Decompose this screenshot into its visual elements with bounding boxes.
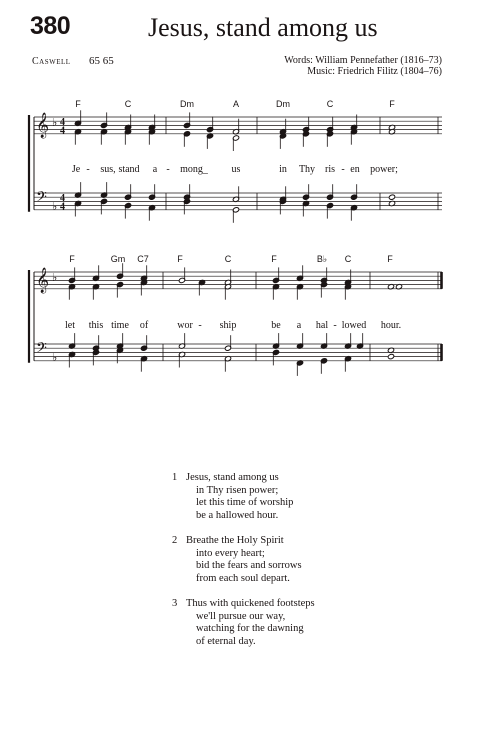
verse-line: Thus with quickened footsteps xyxy=(186,598,315,609)
verse-line: be a hallowed hour. xyxy=(196,509,279,521)
verse-number: 2 xyxy=(172,535,178,546)
chord-symbol: C xyxy=(224,254,232,264)
lyric-syllable: Thy xyxy=(298,164,316,175)
lyric-syllable: ris xyxy=(325,164,335,175)
time-signature-top-bass: 4 xyxy=(60,193,65,204)
verse-line: of eternal day. xyxy=(196,635,256,647)
treble-clef: 𝄞 xyxy=(36,268,50,293)
chord-symbol: F xyxy=(271,254,277,264)
bass-clef: 𝄢 xyxy=(36,189,47,209)
lyric-syllable: time xyxy=(111,320,129,331)
lyric-syllable: power; xyxy=(370,164,398,175)
lyric-syllable: - xyxy=(198,320,202,331)
verse-number: 1 xyxy=(172,472,178,483)
chord-symbol: C xyxy=(124,99,132,109)
time-signature-bottom-treble: 4 xyxy=(60,125,65,137)
chord-symbol: C xyxy=(344,254,352,264)
lyric-syllable: a xyxy=(152,164,158,175)
verse-line: watching for the dawning xyxy=(196,623,304,634)
verses xyxy=(172,472,315,661)
chord-symbol: F xyxy=(177,254,183,264)
lyric-syllable: - xyxy=(166,164,170,175)
lyric-syllable: Je xyxy=(71,164,81,175)
chord-symbol: A xyxy=(232,99,240,109)
hymn-title: Jesus, stand among us xyxy=(148,13,378,42)
chord-symbol: C7 xyxy=(137,254,149,264)
chord-symbol: B♭ xyxy=(316,254,328,264)
key-signature-bass: ♭ xyxy=(52,200,58,213)
chord-symbol: F xyxy=(387,254,393,264)
time-signature-top-treble: 4 xyxy=(60,117,65,128)
verse-line: from each soul depart. xyxy=(196,572,290,584)
lyric-syllable: hour. xyxy=(380,320,402,331)
verse-1 xyxy=(172,472,315,522)
lyric-syllable: en xyxy=(350,164,360,175)
note-head xyxy=(387,354,394,360)
lyric-syllable: mong_ xyxy=(180,164,208,175)
verse-line: Breathe the Holy Spirit xyxy=(186,535,284,546)
key-signature-treble: ♭ xyxy=(52,116,58,129)
lyric-syllable: hal xyxy=(315,320,329,331)
verse-line: into every heart; xyxy=(196,547,265,559)
chord-symbol: C xyxy=(326,99,334,109)
chord-symbol: F xyxy=(69,254,75,264)
meter: 65 65 xyxy=(89,55,114,67)
lyric-syllable: ship xyxy=(219,320,237,331)
tune-name: Caswell xyxy=(32,56,71,67)
key-signature-treble: ♭ xyxy=(52,271,58,284)
verse-3 xyxy=(172,598,315,648)
lyric-syllable: wor xyxy=(177,320,193,331)
verse-line: bid the fears and sorrows xyxy=(196,560,302,571)
lyric-syllable: - xyxy=(86,164,90,175)
lyric-syllable: - xyxy=(341,164,345,175)
treble-clef: 𝄞 xyxy=(36,113,50,138)
lyric-syllable: a xyxy=(296,320,302,331)
verse-line: in Thy risen power; xyxy=(196,484,279,496)
lyric-syllable: let xyxy=(65,320,75,331)
verse-2 xyxy=(172,535,315,585)
music-credit: Music: Friedrich Filitz (1804–76) xyxy=(307,66,442,77)
note-head xyxy=(388,194,395,200)
time-signature-bottom-bass: 4 xyxy=(60,201,65,213)
lyric-syllable: in xyxy=(279,164,287,175)
lyric-syllable: us xyxy=(231,164,241,175)
verse-number: 3 xyxy=(172,598,178,609)
words-credit: Words: William Pennefather (1816–73) xyxy=(284,55,442,66)
chord-symbol: Dm xyxy=(180,99,194,109)
lyric-syllable: stand xyxy=(118,164,140,175)
verse-line: Jesus, stand among us xyxy=(186,472,279,483)
lyric-syllable: be xyxy=(271,320,281,331)
lyric-syllable: lowed xyxy=(341,320,367,331)
lyric-syllable: sus, xyxy=(100,164,116,175)
lyric-syllable: this xyxy=(88,320,104,331)
chord-symbol: Dm xyxy=(276,99,290,109)
lyric-syllable: - xyxy=(333,320,337,331)
key-signature-bass: ♭ xyxy=(52,351,58,364)
score-system-1 xyxy=(29,99,442,223)
chord-symbol: F xyxy=(75,99,81,109)
bass-clef: 𝄢 xyxy=(36,340,47,360)
verse-line: let this time of worship xyxy=(196,497,294,508)
chord-symbol: Gm xyxy=(110,254,126,264)
hymn-number: 380 xyxy=(30,12,71,40)
lyric-syllable: of xyxy=(139,320,149,331)
verse-line: we'll pursue our way, xyxy=(196,610,286,622)
chord-symbol: F xyxy=(389,99,395,109)
score-system-2 xyxy=(29,254,442,376)
